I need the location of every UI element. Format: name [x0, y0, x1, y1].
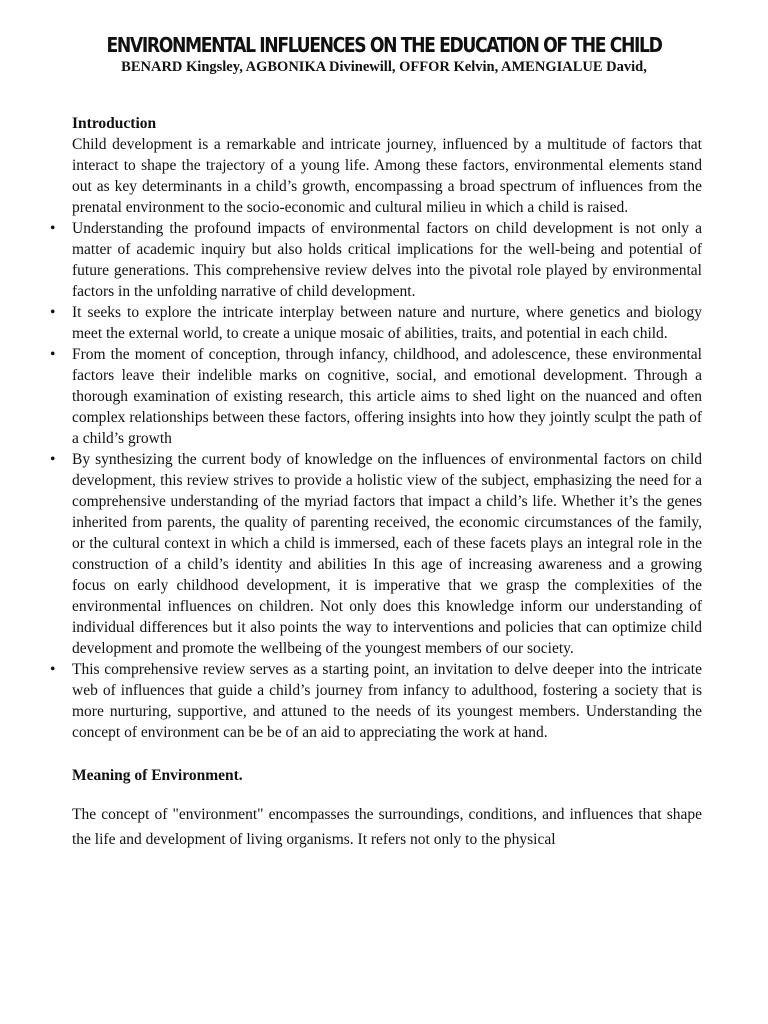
bullet-item [50, 302, 702, 344]
bullet-text: It seeks to explore the intricate interplay between nature and nurture, where genetics and biology meet the external world, to create a unique mosaic of abilities, traits, and potential in each child. [72, 304, 702, 342]
bullet-item [50, 344, 702, 449]
bullet-text: By synthesizing the current body of knowledge on the influences of environmental factors on child development, this review strives to provide a holistic view of the subject, emphasizing the need for a comprehensive understanding of the myriad factors that impact a child’s life. Whether it’s the genes inherited from parents, the quality of parenting received, the economic circumstances of the family, or the cultural context in which a child is immersed, each of these facets plays an integral role in the construction of a child’s identity and abilities In this age of increasing awareness and a growing focus on early childhood development, it is imperative that we grasp the complexities of the environmental influences on children. Not only does this knowledge inform our understanding of individual differences but it also points the way to interventions and policies that can optimize child development and promote the wellbeing of the youngest members of our society. [72, 451, 702, 657]
introduction-bullet-list [50, 218, 702, 743]
author-list: BENARD Kingsley, AGBONIKA Divinewill, OFFOR Kelvin, AMENGIALUE David, [121, 59, 647, 75]
bullet-item [50, 659, 702, 743]
bullet-icon: • [50, 661, 56, 678]
bullet-text: From the moment of conception, through infancy, childhood, and adolescence, these environmental factors leave their indelible marks on cognitive, social, and emotional development. Through a thorough examination of existing research, this article aims to shed light on the nuanced and often complex relationships between these factors, offering insights into how they jointly sculpt the path of a child’s growth [72, 346, 702, 447]
bullet-text: Understanding the profound impacts of environmental factors on child development is not only a matter of academic inquiry but also holds critical implications for the well-being and potential of future generations. This comprehensive review delves into the pivotal role played by environmental factors in the unfolding narrative of child development. [72, 220, 702, 300]
bullet-icon: • [50, 451, 56, 468]
introduction-paragraph: Child development is a remarkable and intricate journey, influenced by a multitude of factors that interact to shape the trajectory of a young life. Among these factors, environmental elements stand out as key determinants in a child’s growth, encompassing a broad spectrum of influences from the prenatal environment to the socio-economic and cultural milieu in which a child is raised. [72, 136, 702, 216]
document-title: ENVIRONMENTAL INFLUENCES ON THE EDUCATION OF THE CHILD [106, 33, 662, 57]
bullet-icon: • [50, 304, 56, 321]
bullet-text: This comprehensive review serves as a starting point, an invitation to delve deeper into the intricate web of influences that guide a child’s journey from infancy to adulthood, fostering a society that is more nurturing, supportive, and attuned to the needs of its youngest members. Understanding the concept of environment can be be of an aid to appreciating the work at hand. [72, 661, 702, 741]
bullet-icon: • [50, 220, 56, 237]
introduction-heading: Introduction [72, 115, 157, 132]
bullet-item [50, 449, 702, 659]
document-body [50, 113, 702, 852]
meaning-heading: Meaning of Environment. [72, 767, 243, 784]
bullet-item [50, 218, 702, 302]
meaning-paragraph: The concept of "environment" encompasses the surroundings, conditions, and influences that shape the life and development of living organisms. It refers not only to the physical [72, 806, 702, 848]
bullet-icon: • [50, 346, 56, 363]
